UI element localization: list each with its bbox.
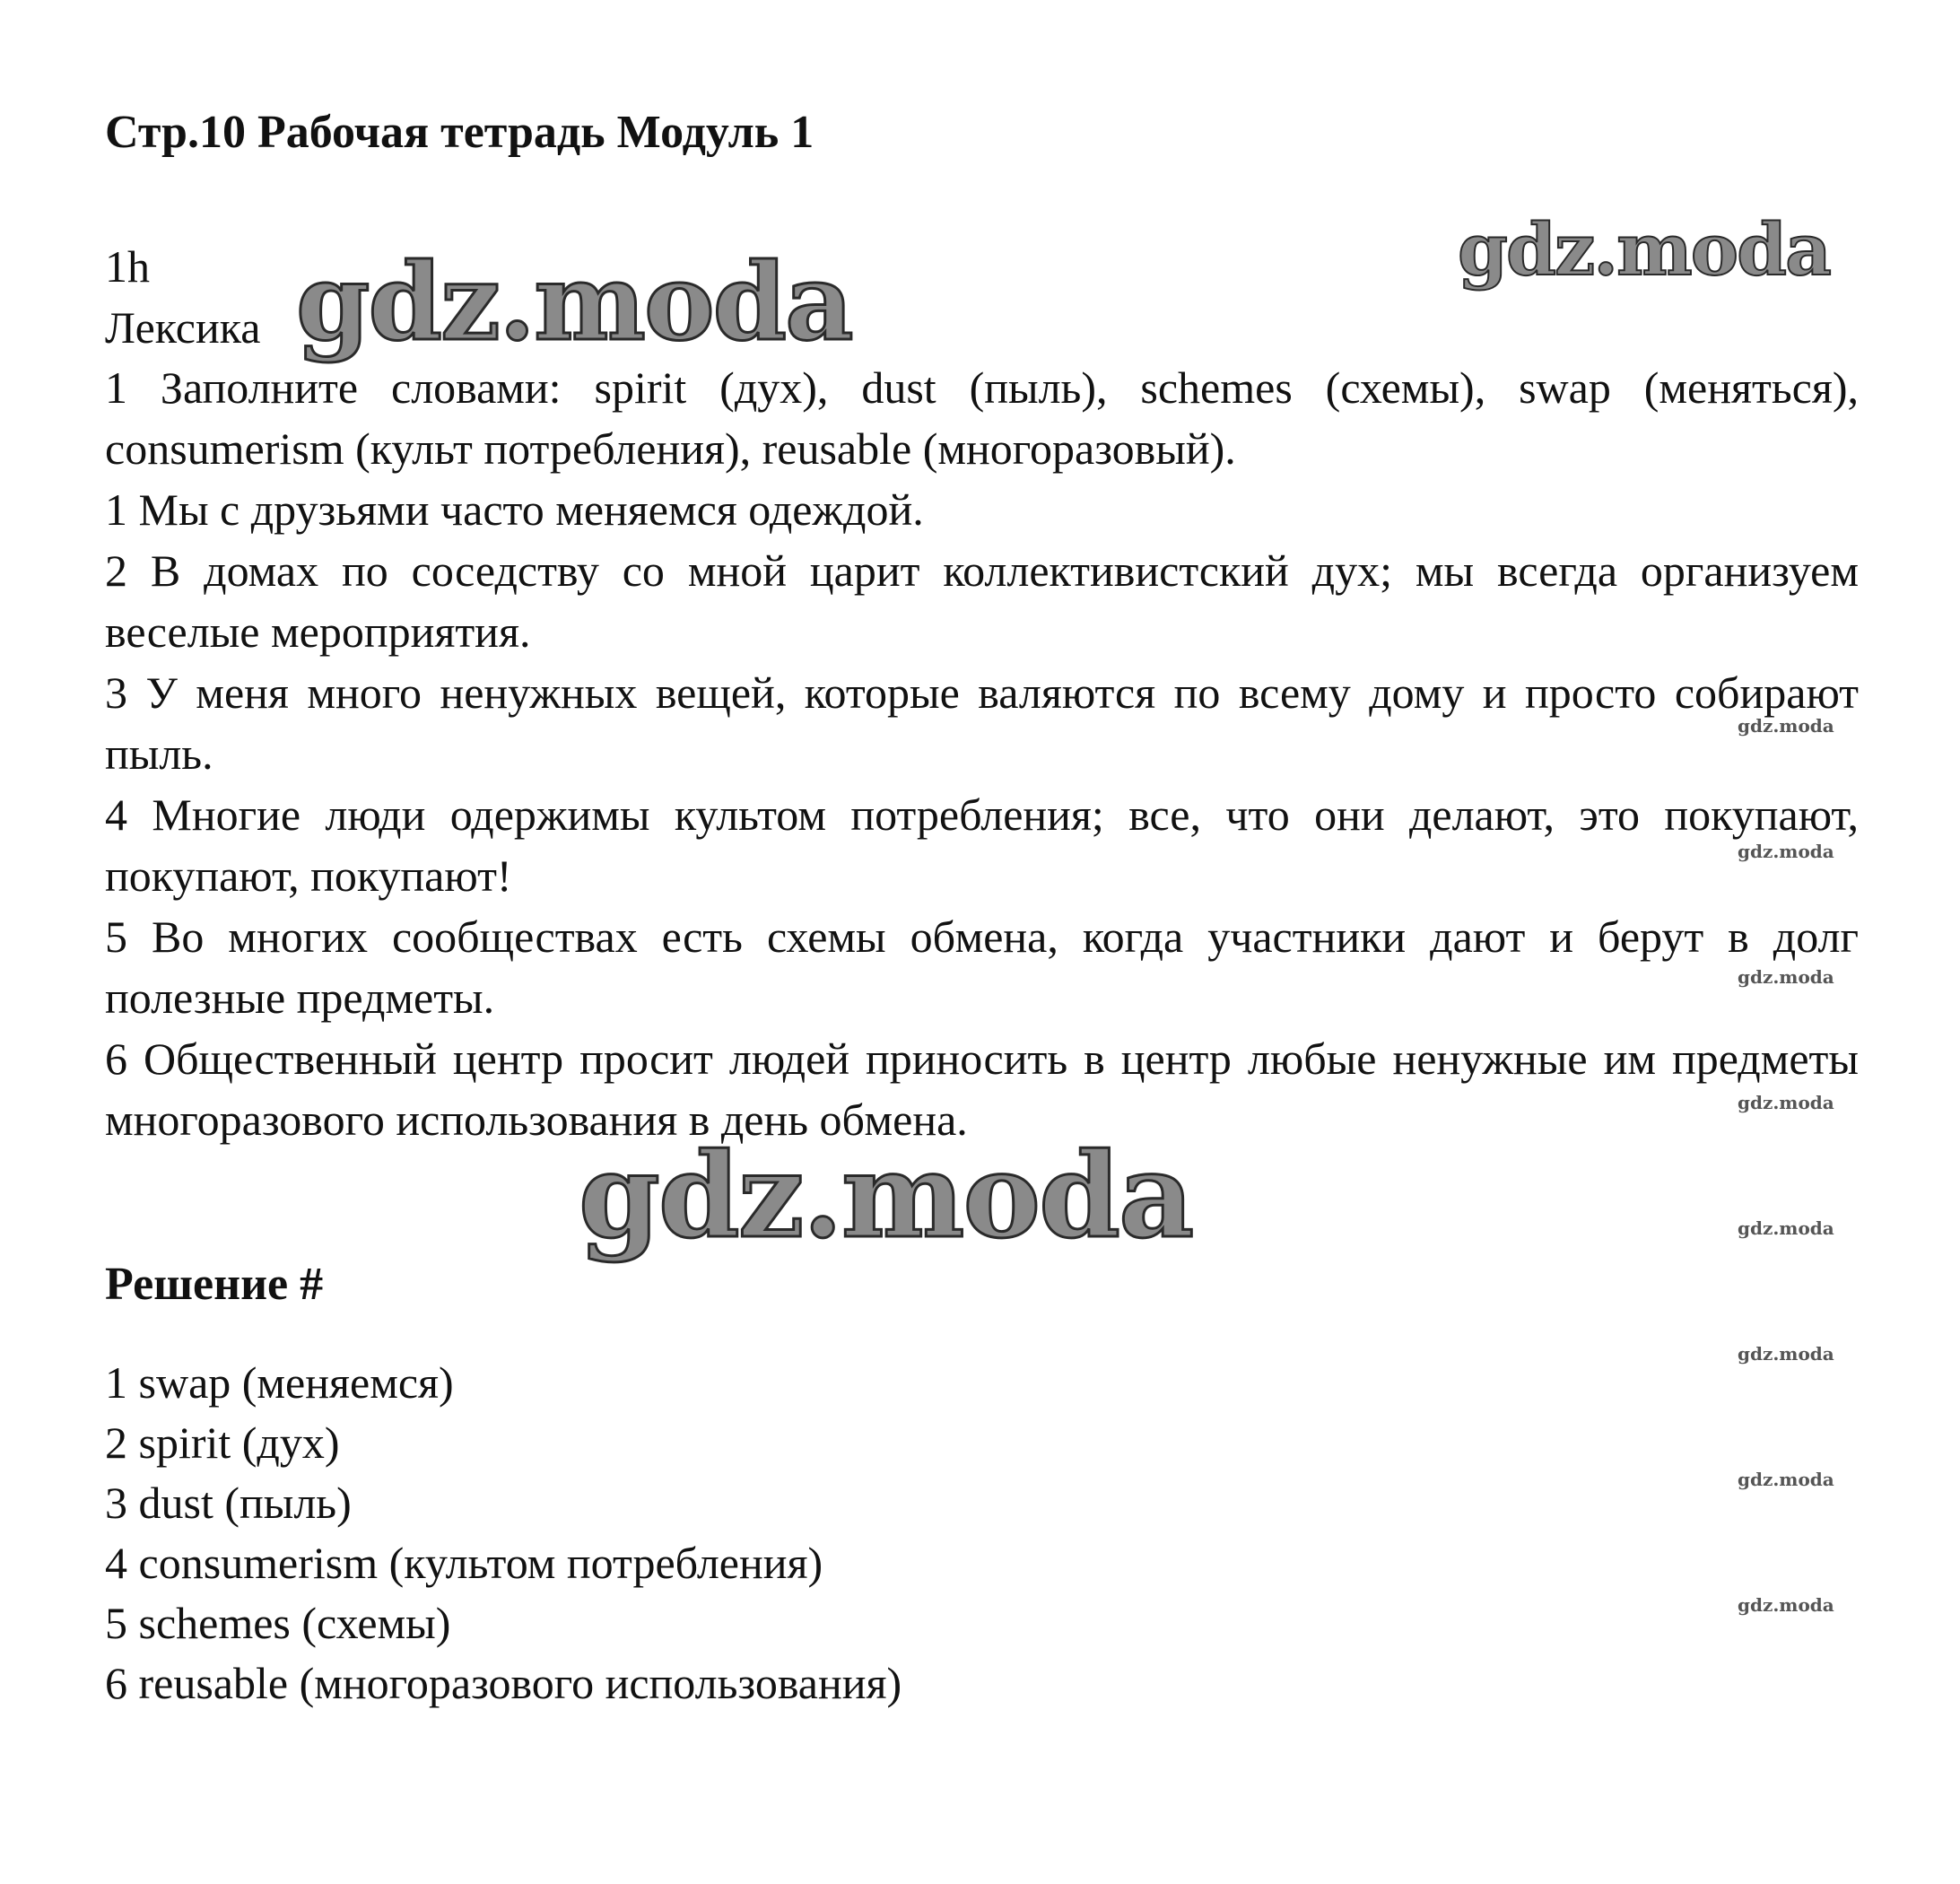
solution-heading: Решение #	[105, 1259, 324, 1310]
watermark-small: gdz.moda	[1738, 1343, 1834, 1365]
page-title: Стр.10 Рабочая тетрадь Модуль 1	[105, 107, 814, 158]
exercise-instruction: 1 Заполните словами: spirit (дух), dust (пыль), schemes (схемы), swap (меняться), consumerism (культ потребления), reusable (многоразовый).	[105, 362, 1859, 474]
answer-item: 3 dust (пыль)	[105, 1478, 352, 1528]
exercise-sentence-6: 6 Общественный центр просит людей приносить в центр любые ненужные им предметы многоразового использования в день обмена.	[105, 1034, 1859, 1145]
watermark-small: gdz.moda	[1738, 841, 1834, 862]
watermark-large: gdz.moda	[579, 1127, 1193, 1264]
exercise-sentence-4: 4 Многие люди одержимы культом потребления; все, что они делают, это покупают, покупают, покупают!	[105, 789, 1859, 901]
exercise-sentence-3: 3 У меня много ненужных вещей, которые валяются по всему дому и просто собирают пыль.	[105, 667, 1859, 779]
watermark-small: gdz.moda	[1738, 715, 1834, 737]
answer-item: 4 consumerism (культом потребления)	[105, 1538, 823, 1588]
section-name: Лексика	[105, 302, 261, 353]
exercise-sentence-5: 5 Во многих сообществах есть схемы обмена, когда участники дают и берут в долг полезные предметы.	[105, 911, 1859, 1023]
answer-item: 6 reusable (многоразового использования)	[105, 1658, 902, 1708]
watermark-small: gdz.moda	[1738, 1092, 1834, 1113]
watermark-small: gdz.moda	[1738, 1469, 1834, 1490]
section-id: 1h	[105, 241, 150, 292]
watermark-small: gdz.moda	[1738, 1217, 1834, 1239]
exercise-sentence-1: 1 Мы с друзьями часто меняемся одеждой.	[105, 484, 924, 535]
watermark-large: gdz.moda	[296, 240, 852, 364]
exercise-sentence-2: 2 В домах по соседству со мной царит коллективистский дух; мы всегда организуем веселые мероприятия.	[105, 545, 1859, 657]
watermark-small: gdz.moda	[1738, 1594, 1834, 1616]
watermark-small: gdz.moda	[1738, 966, 1834, 988]
answer-item: 5 schemes (схемы)	[105, 1598, 451, 1648]
answer-item: 1 swap (меняемся)	[105, 1357, 454, 1408]
answer-item: 2 spirit (дух)	[105, 1417, 340, 1468]
answer-list	[105, 1353, 902, 1714]
watermark-large: gdz.moda	[1458, 207, 1830, 292]
